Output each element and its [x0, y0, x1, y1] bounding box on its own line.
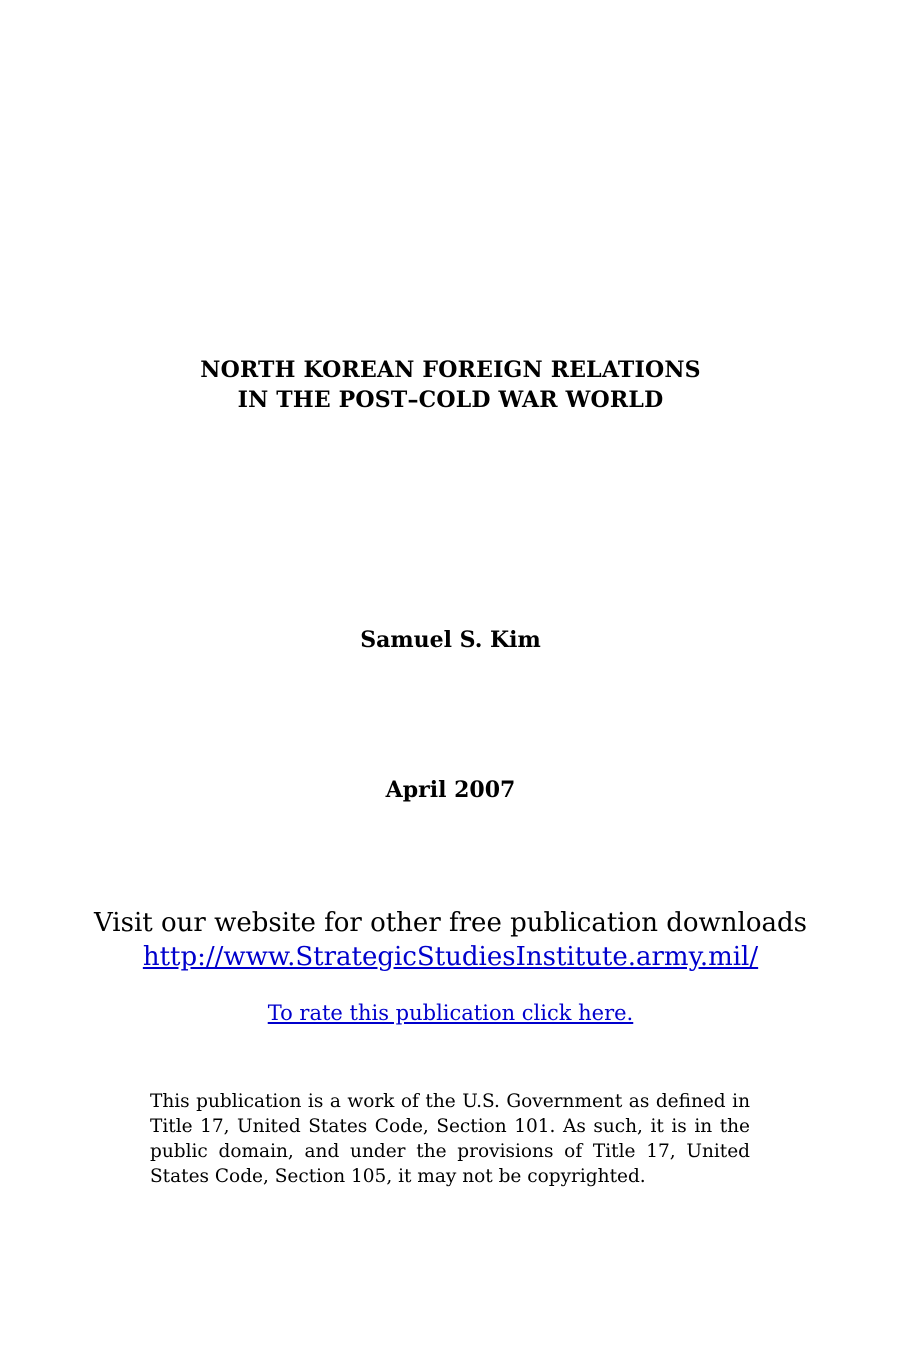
- website-promo: [0, 906, 901, 974]
- rate-publication-link[interactable]: To rate this publication click here.: [267, 1001, 634, 1025]
- website-link[interactable]: http://www.StrategicStudiesInstitute.army.mil/: [142, 942, 759, 972]
- publication-date: April 2007: [385, 777, 516, 803]
- public-domain-notice: This publication is a work of the U.S. Government as defined in Title 17, United States Code, Section 101. As such, it is in the public domain, and under the provisions of Title 17, United States Code, Section 105, it may not be copyrighted.: [150, 1091, 750, 1187]
- rate-section: [0, 999, 901, 1027]
- title-line-1: NORTH KOREAN FOREIGN RELATIONS: [200, 357, 701, 383]
- title-line-2: IN THE POST–COLD WAR WORLD: [237, 387, 664, 413]
- visit-text: Visit our website for other free publication downloads: [93, 908, 808, 938]
- author-name: Samuel S. Kim: [360, 627, 541, 653]
- document-title: [0, 355, 901, 415]
